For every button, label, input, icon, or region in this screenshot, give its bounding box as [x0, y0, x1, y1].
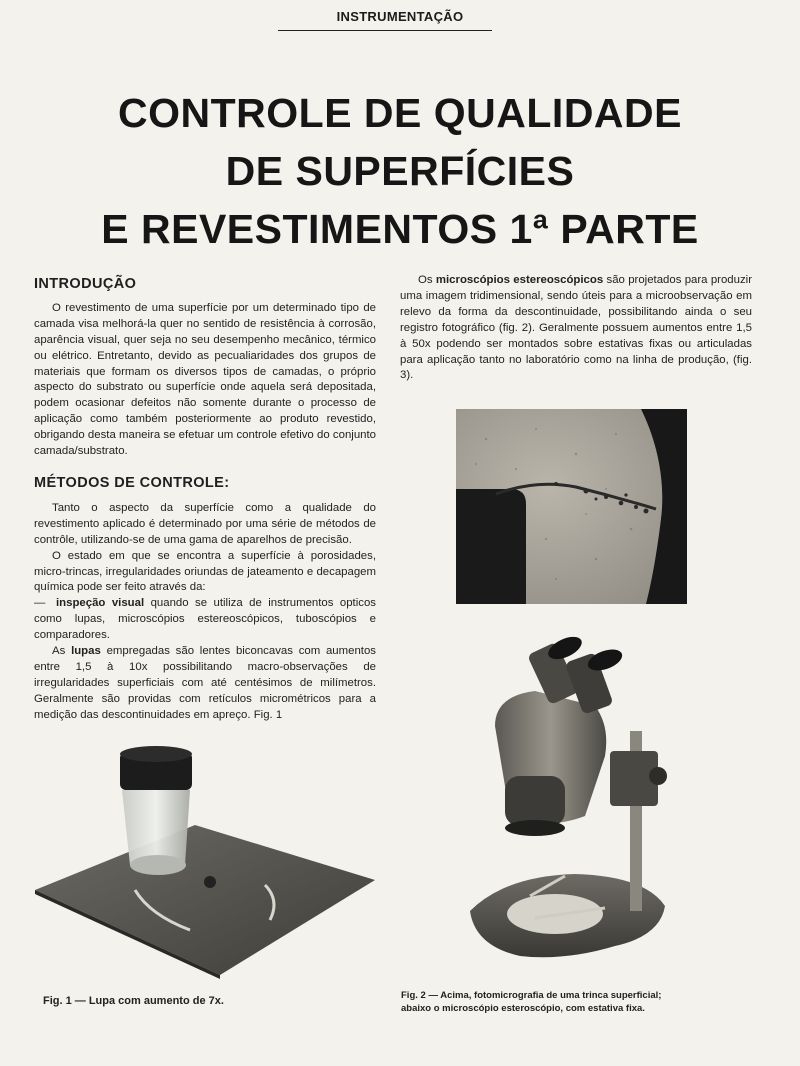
methods-paragraph-3	[34, 596, 376, 644]
microscope-paragraph	[400, 273, 752, 384]
title-line-1: CONTROLE DE QUALIDADE	[118, 90, 682, 136]
intro-paragraph: O revestimento de uma superfície por um determinado tipo de camada visa melhorá-la quer no sentido de resistência à corrosão, aparência visual, quer seja no seu desempenho mecânico, térmico ou elétrico. Entretanto, devido as pecualiaridades dos grupos de materiais que formam os diversos tipos de camadas, o próprio aspecto do substrato ou superfície onde aquela será depositada, podem ocasionar defeitos não somente durante o processo de aplicação como também posteriormente ao produto revestido, obrigando desta maneira se efetuar um controle efetivo do conjunto camada/substrato.	[34, 301, 376, 458]
page-title	[0, 84, 800, 258]
title-line-3: E REVESTIMENTOS 1ª PARTE	[101, 206, 699, 252]
crack-photomicrograph	[456, 409, 687, 604]
title-line-2: DE SUPERFÍCIES	[225, 148, 575, 194]
section-rule	[278, 30, 492, 31]
microscope-paragraph-lead: Os	[418, 274, 436, 286]
methods-paragraph-3-text: quando se utiliza de instrumentos opticos como lupas, microscópios estereoscópicos, tuboscópios e comparadores.	[34, 597, 376, 642]
methods-paragraph-4-text: empregadas são lentes biconcavas com aumentos entre 1,5 à 10x possibilitando macro-observações de irregularidades superficiais com até centésimos de milímetros. Geralmente são providas com retículos micrométricos para a medição das descontinuidades em apreço. Fig. 1	[34, 645, 376, 721]
magnifier-figure	[30, 740, 375, 980]
figure-2-caption	[401, 989, 731, 1015]
crack-photomicrograph-image	[456, 409, 687, 604]
visual-inspection-term: inspeção visual	[56, 597, 145, 610]
methods-heading: MÉTODOS DE CONTROLE:	[34, 474, 230, 491]
figure-2-caption-line-2: abaixo o microscópio esteroscópio, com estativa fixa.	[401, 1003, 645, 1014]
methods-paragraph-1: Tanto o aspecto da superfície como a qualidade do revestimento aplicado é determinado por uma série de métodos de contrôle, utilizando-se de uma gama de aparelhos de precisão.	[34, 501, 376, 546]
right-column	[400, 273, 752, 384]
section-header: INSTRUMENTAÇÃO	[336, 9, 464, 24]
methods-paragraph-4	[34, 644, 376, 724]
figure-2-caption-line-1: Fig. 2 — Acima, fotomicrografia de uma trinca superficial;	[401, 990, 662, 1001]
magnifier-image	[30, 740, 375, 980]
methods-paragraph-2: O estado em que se encontra a superfície à porosidades, micro-trincas, irregularidades oriundas de jateamento e decapagem química pode ser feito através da:	[34, 549, 376, 594]
list-dash: —	[34, 597, 46, 610]
intro-heading: INTRODUÇÃO	[34, 276, 137, 292]
figure-1-caption: Fig. 1 — Lupa com aumento de 7x.	[43, 995, 224, 1007]
left-column	[34, 277, 376, 724]
stereo-microscope-figure	[465, 636, 670, 976]
microscope-paragraph-text: são projetados para produzir uma imagem tridimensional, sendo úteis para a microobservação em relevo da forma da descontinuidade, possibilitando ainda o seu registro fotográfico (fig. 2). Geralmente possuem aumentos entre 1,5 à 50x podendo ser montados sobre estativas fixas ou articuladas para aplicação tanto no laboratório como na linha de produção, (fig. 3).	[400, 274, 752, 382]
stereo-microscope-image	[465, 636, 670, 976]
microscope-term: microscópios estereoscópicos	[435, 274, 604, 286]
methods-paragraph-4-lead: As	[52, 645, 72, 658]
lupas-term: lupas	[71, 645, 101, 658]
